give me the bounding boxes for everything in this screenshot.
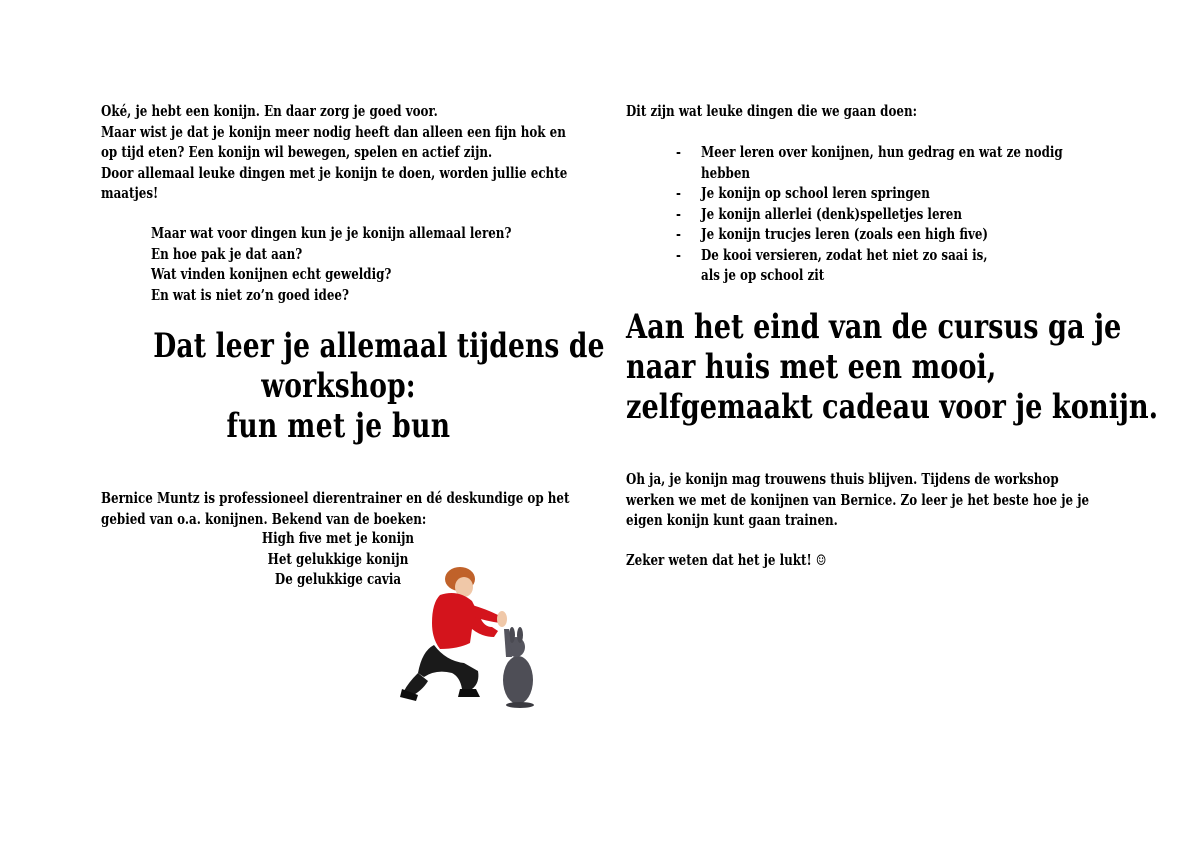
activities-intro: Dit zijn wat leuke dingen die we gaan doen: bbox=[626, 103, 918, 120]
list-item-text: Je konijn allerlei (denk)spelletjes leren bbox=[701, 205, 962, 223]
note-line: Oh ja, je konijn mag trouwens thuis blijven. Tijdens de workshop bbox=[626, 471, 1059, 488]
list-item-text: Meer leren over konijnen, hun gedrag en wat ze nodig bbox=[701, 144, 1063, 161]
intro-paragraph bbox=[101, 102, 567, 205]
bullet-dash: - bbox=[676, 246, 681, 264]
intro-line: Oké, je hebt een konijn. En daar zorg je goed voor. bbox=[101, 103, 438, 120]
bio-line: Bernice Muntz is professioneel dierentrainer en dé deskundige op het bbox=[101, 490, 570, 507]
bio-line: gebied van o.a. konijnen. Bekend van de boeken: bbox=[101, 510, 427, 528]
question-line: Maar wat voor dingen kun je je konijn allemaal leren? bbox=[151, 225, 512, 242]
question-line: En wat is niet zo’n goed idee? bbox=[151, 286, 349, 304]
intro-line: Maar wist je dat je konijn meer nodig heeft dan alleen een fijn hok en bbox=[101, 123, 566, 141]
question-line: En hoe pak je dat aan? bbox=[151, 245, 303, 263]
list-item bbox=[676, 205, 1142, 226]
intro-line: op tijd eten? Een konijn wil bewegen, spelen en actief zijn. bbox=[101, 144, 493, 161]
bullet-dash: - bbox=[676, 144, 681, 161]
list-item bbox=[676, 184, 1142, 205]
list-item-text: Je konijn op school leren springen bbox=[701, 185, 930, 202]
note-paragraph bbox=[626, 470, 1089, 532]
list-item-text: als je op school zit bbox=[701, 267, 825, 284]
trainer-rabbit-image bbox=[388, 565, 538, 710]
workshop-title: fun met je bun bbox=[226, 406, 451, 446]
course-end-headline bbox=[626, 307, 1200, 427]
list-item bbox=[676, 246, 1142, 287]
activities-list bbox=[676, 143, 1142, 287]
trainer-rabbit-illustration bbox=[388, 565, 538, 710]
headline-line: Aan het eind van de cursus ga je bbox=[626, 307, 1122, 347]
headline-block bbox=[101, 326, 605, 446]
closing-line: Zeker weten dat het je lukt! ☺ bbox=[626, 552, 827, 569]
intro-line: maatjes! bbox=[101, 185, 159, 202]
headline-line: zelfgemaakt cadeau voor je konijn. bbox=[626, 387, 1159, 427]
book-title: Het gelukkige konijn bbox=[267, 550, 409, 568]
headline-line: naar huis met een mooi, bbox=[626, 347, 997, 387]
bullet-dash: - bbox=[676, 185, 681, 202]
list-item-text: Je konijn trucjes leren (zoals een high five) bbox=[701, 226, 989, 243]
bullet-dash: - bbox=[676, 226, 681, 243]
list-item-text: hebben bbox=[701, 164, 751, 182]
book-title: High five met je konijn bbox=[261, 530, 415, 547]
bio-paragraph bbox=[101, 489, 569, 530]
intro-line: Door allemaal leuke dingen met je konijn te doen, worden jullie echte bbox=[101, 164, 568, 182]
questions-block bbox=[151, 224, 511, 306]
bullet-dash: - bbox=[676, 205, 681, 223]
headline-line: workshop: bbox=[261, 366, 416, 406]
book-title: De gelukkige cavia bbox=[274, 571, 402, 588]
list-item-text: De kooi versieren, zodat het niet zo saai is, bbox=[701, 246, 988, 264]
list-item bbox=[676, 225, 1142, 246]
note-line: werken we met de konijnen van Bernice. Zo leer je het beste hoe je je bbox=[626, 491, 1090, 509]
question-line: Wat vinden konijnen echt geweldig? bbox=[151, 266, 392, 283]
note-line: eigen konijn kunt gaan trainen. bbox=[626, 512, 838, 529]
headline-line: Dat leer je allemaal tijdens de bbox=[153, 326, 605, 366]
list-item bbox=[676, 143, 1142, 184]
